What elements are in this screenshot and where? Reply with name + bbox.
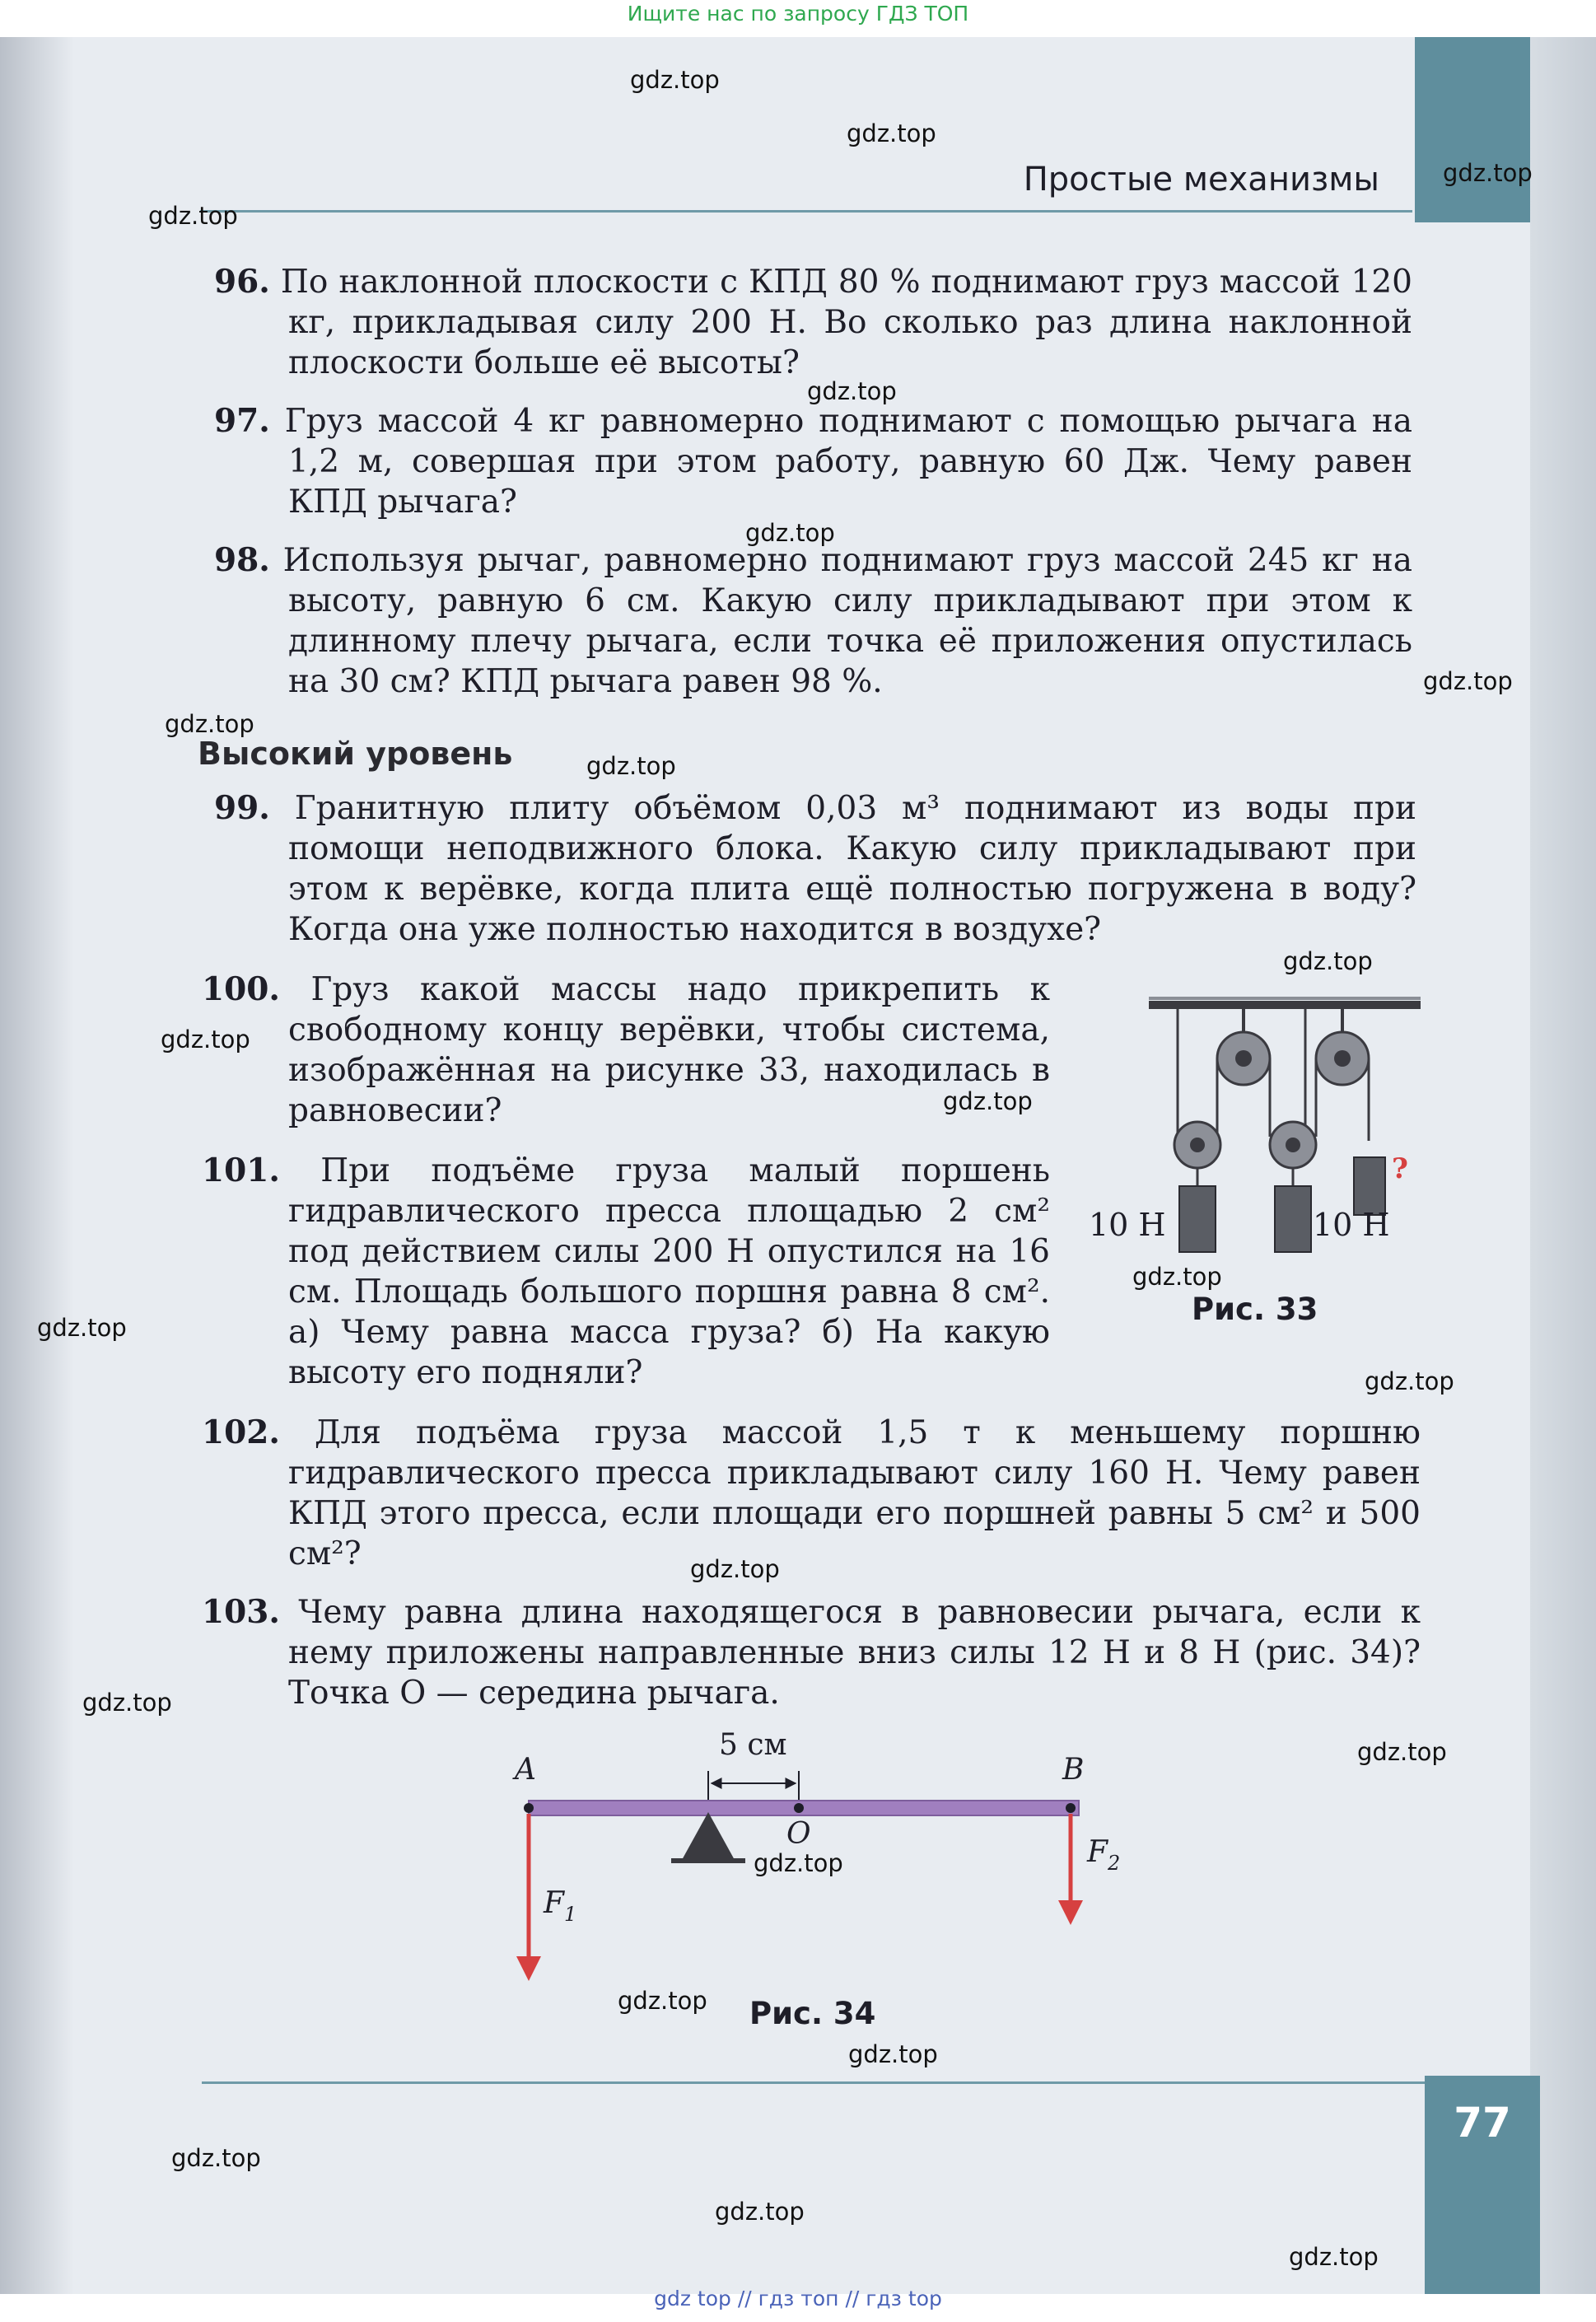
watermark: gdz.top <box>943 1087 1033 1115</box>
page-left-shadow <box>0 37 74 2294</box>
problem-97 <box>214 401 1412 522</box>
watermark: gdz.top <box>171 2144 261 2172</box>
problem-number: 102. <box>202 1413 280 1451</box>
header-divider <box>200 210 1412 213</box>
problem-text: Гранитную плиту объёмом 0,03 м³ поднимают из воды при помощи неподвижного блока. Какую силу прикладывают при этом к верёвке, когда плита ещё полностью погружена в воду? Когда она уже полностью находится в воздухе? <box>288 790 1416 948</box>
problem-text: Груз какой массы надо прикрепить к свободному концу верёвки, чтобы система, изображённая на рисунке 33, находилась в равновесии? <box>288 971 1051 1129</box>
watermark: gdz.top <box>848 2040 938 2068</box>
watermark: gdz.top <box>754 1849 843 1877</box>
watermark: gdz.top <box>1132 1263 1222 1291</box>
watermark: gdz.top <box>1289 2243 1379 2271</box>
watermark: gdz.top <box>1443 159 1533 187</box>
watermark: gdz.top <box>148 202 238 230</box>
point-o-label: O <box>786 1817 811 1851</box>
level-heading: Высокий уровень <box>198 736 513 772</box>
weight-label-left: 10 Н <box>1089 1207 1166 1243</box>
watermark: gdz.top <box>847 119 936 147</box>
watermark: gdz.top <box>161 1026 250 1054</box>
watermark: gdz.top <box>1423 667 1513 695</box>
top-banner[interactable]: Ищите нас по запросу ГДЗ ТОП <box>627 2 969 26</box>
watermark: gdz.top <box>1365 1367 1454 1395</box>
problem-number: 100. <box>202 970 280 1008</box>
problem-number: 103. <box>202 1593 280 1631</box>
watermark: gdz.top <box>715 2198 805 2226</box>
problem-103 <box>202 1592 1421 1713</box>
problem-number: 98. <box>214 541 270 579</box>
problem-text: Груз массой 4 кг равномерно поднимают с помощью рычага на 1,2 м, совершая при этом работу, равную 60 Дж. Чему равен КПД рычага? <box>284 403 1412 521</box>
problem-101 <box>202 1151 1050 1393</box>
figure-33-pulley-system <box>1089 988 1433 1268</box>
section-title: Простые механизмы <box>1023 161 1379 199</box>
figure-34-caption: Рис. 34 <box>749 1996 876 2031</box>
problem-99 <box>214 788 1416 950</box>
weight-label-right: 10 Н <box>1313 1207 1390 1243</box>
bottom-banner[interactable]: gdz top // гдз топ // гдз top <box>654 2287 942 2310</box>
problem-text: Для подъёма груза массой 1,5 т к меньшему поршню гидравлического пресса прикладывают силу 160 Н. Чему равен КПД этого пресса, если площади его поршней равны 5 см² и 500 см²? <box>288 1414 1421 1572</box>
problem-number: 96. <box>214 263 270 301</box>
footer-divider <box>202 2081 1425 2084</box>
figure-33-caption: Рис. 33 <box>1192 1292 1318 1327</box>
problem-text: При подъёме груза малый поршень гидравлического пресса площадью 2 см² под действием силы 200 Н опустился на 16 см. Площадь большого поршня равна 8 см². а) Чему равна масса груза? б) На какую высоту его подняли? <box>288 1152 1050 1391</box>
page-number: 77 <box>1454 2099 1511 2147</box>
problem-102 <box>202 1413 1421 1574</box>
watermark: gdz.top <box>1357 1738 1447 1766</box>
force-f2-label: $F_2$ <box>1087 1835 1121 1875</box>
watermark: gdz.top <box>807 377 897 405</box>
problem-number: 97. <box>214 402 270 440</box>
header-tab <box>1415 37 1530 222</box>
watermark: gdz.top <box>1283 947 1373 975</box>
watermark: gdz.top <box>586 752 676 780</box>
problem-100 <box>202 969 1050 1131</box>
force-f1-label: $F_1$ <box>544 1886 577 1926</box>
problem-98 <box>214 540 1412 702</box>
problem-96 <box>214 262 1412 383</box>
problem-number: 99. <box>214 789 270 827</box>
problem-text: Чему равна длина находящегося в равновесии рычага, если к нему приложены направленные вниз силы 12 Н и 8 Н (рис. 34)? Точка О — середина рычага. <box>288 1594 1421 1712</box>
distance-label: 5 см <box>719 1728 787 1762</box>
watermark: gdz.top <box>690 1555 780 1583</box>
watermark: gdz.top <box>745 519 835 547</box>
point-a-label: A <box>515 1753 536 1787</box>
problem-text: Используя рычаг, равномерно поднимают груз массой 245 кг на высоту, равную 6 см. Какую силу прикладывают при этом к длинному плечу рычага, если точка её приложения опустилась на 30 см? КПД рычага равен 98 %. <box>282 542 1412 700</box>
problem-text: По наклонной плоскости с КПД 80 % поднимают груз массой 120 кг, прикладывая силу 200 Н. Во сколько раз длина наклонной плоскости больше её высоты? <box>280 264 1412 381</box>
watermark: gdz.top <box>165 710 254 738</box>
watermark: gdz.top <box>37 1314 127 1342</box>
watermark: gdz.top <box>618 1987 707 2015</box>
unknown-mass-mark: ? <box>1392 1152 1408 1185</box>
watermark: gdz.top <box>630 66 720 94</box>
point-b-label: B <box>1062 1753 1085 1787</box>
watermark: gdz.top <box>82 1689 172 1717</box>
problem-number: 101. <box>202 1152 280 1189</box>
page-right-edge <box>1530 37 1596 2294</box>
